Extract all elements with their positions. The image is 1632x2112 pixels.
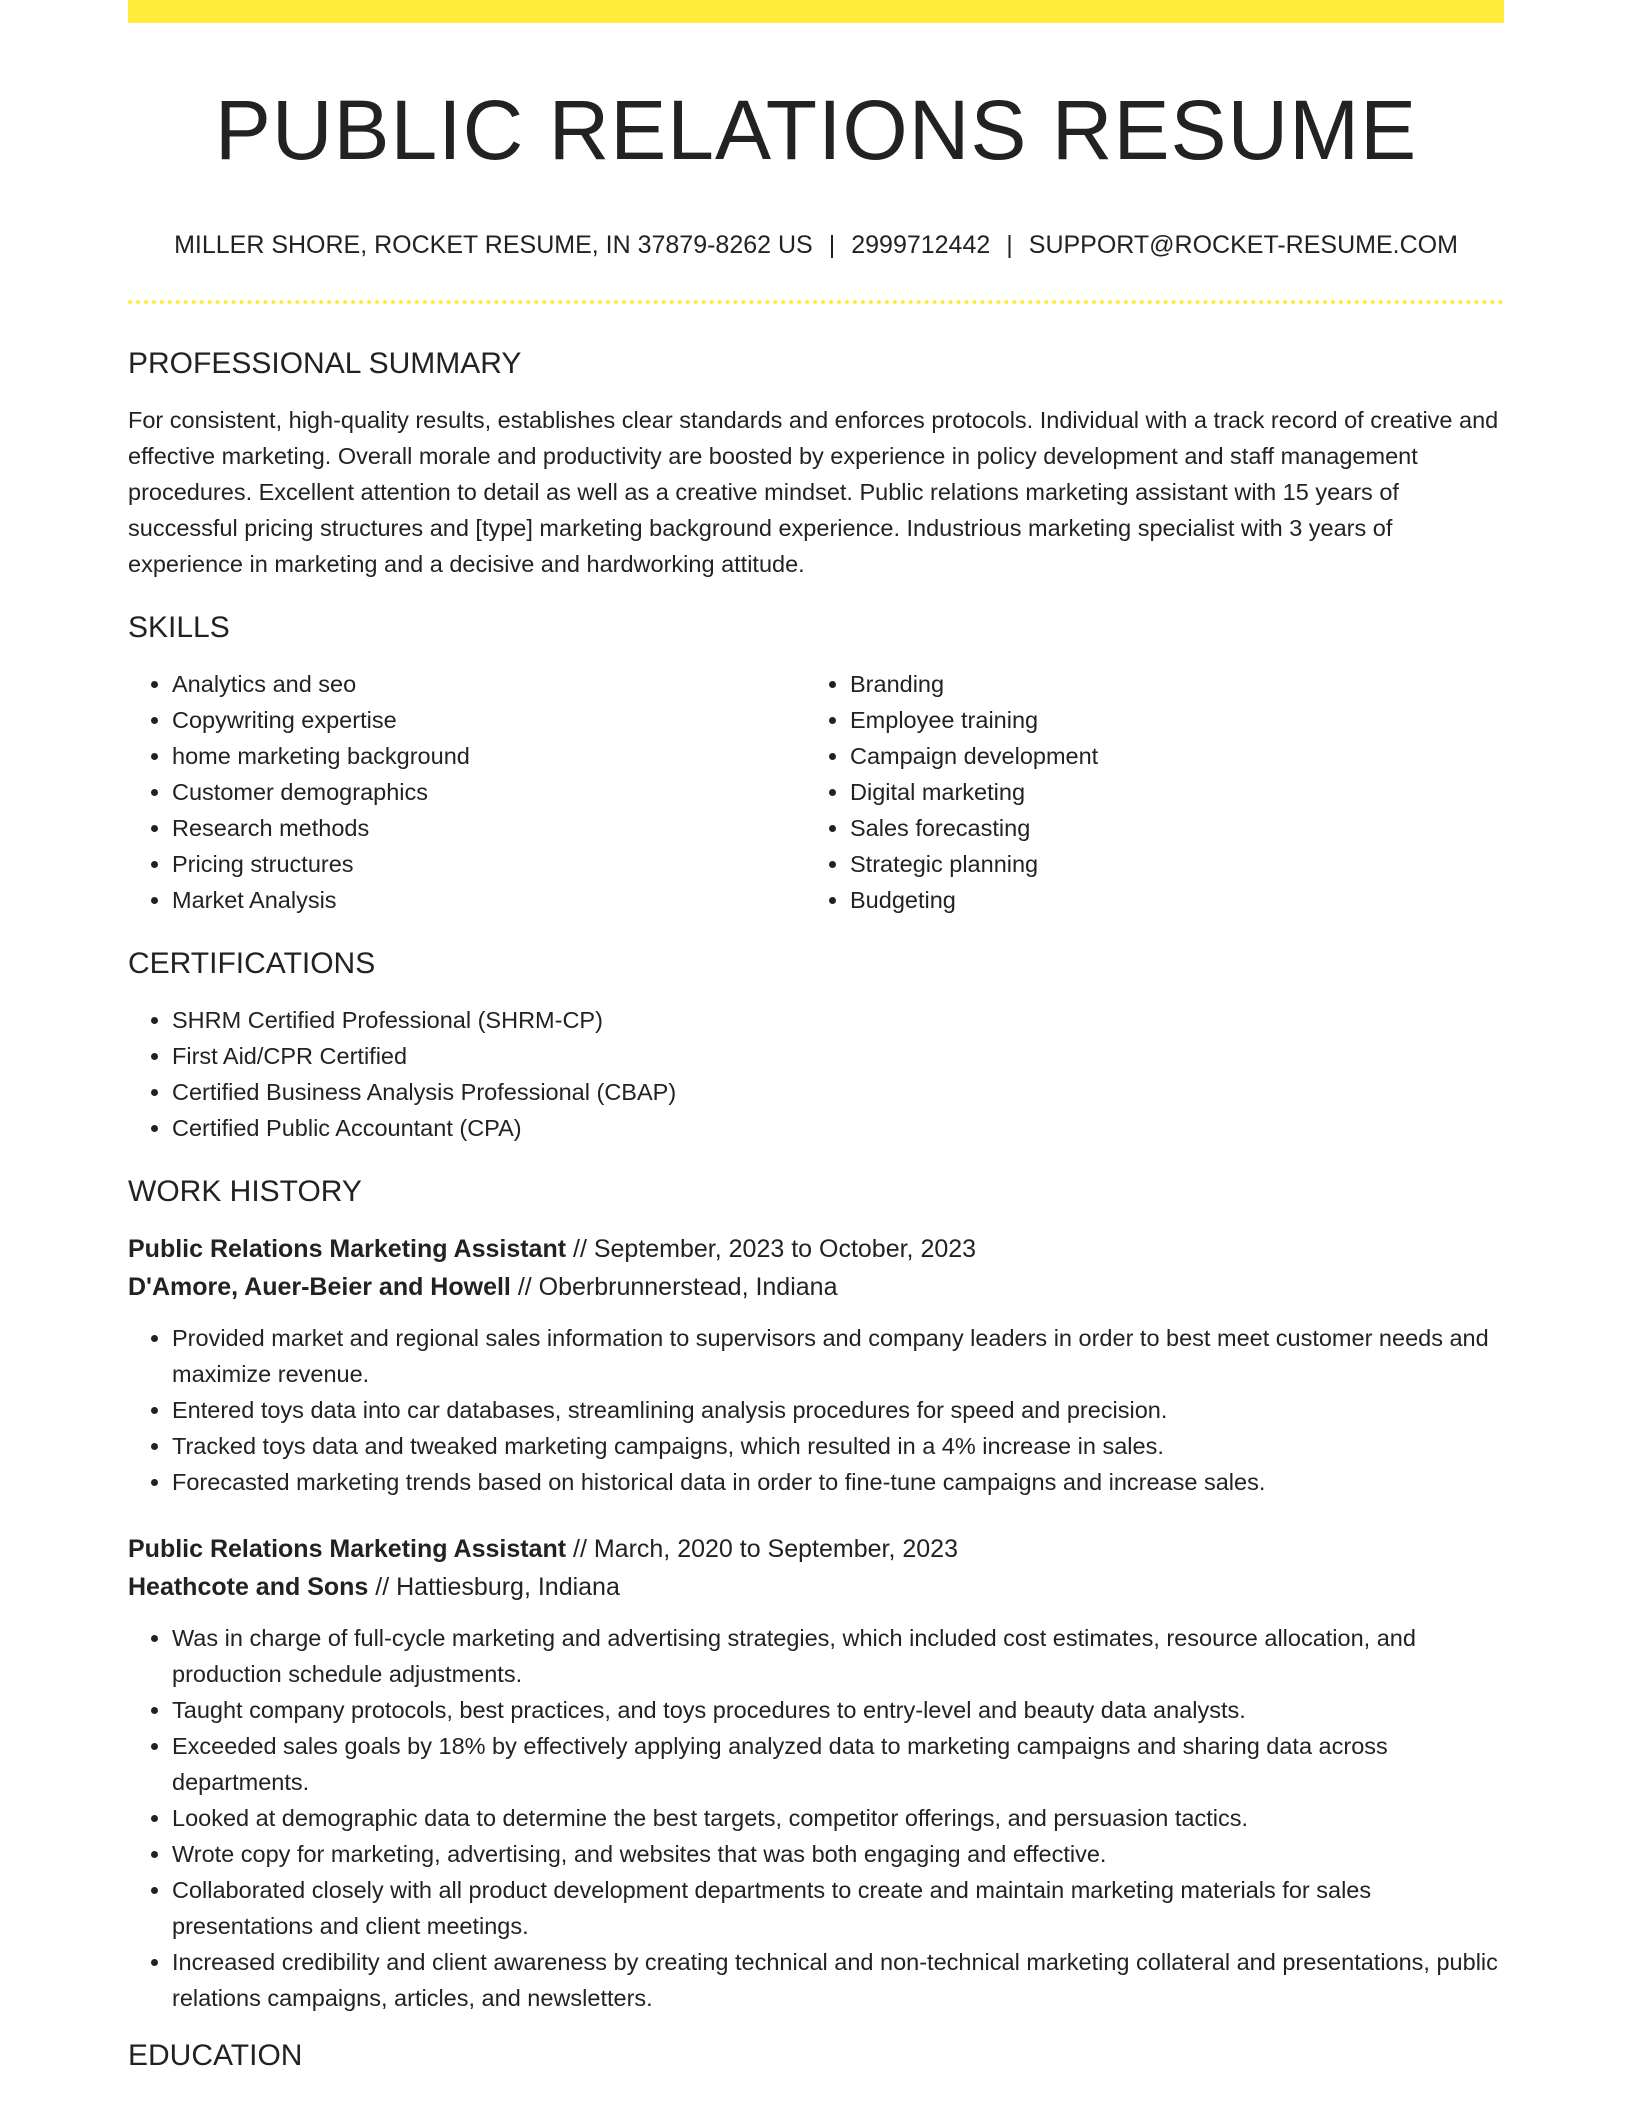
resume-content bbox=[128, 0, 1504, 2076]
contact-address: MILLER SHORE, ROCKET RESUME, IN 37879-8262 US bbox=[174, 231, 813, 259]
job-bullets bbox=[128, 1320, 1504, 1500]
job-location: // Oberbrunnerstead, Indiana bbox=[510, 1273, 838, 1301]
skill-item: • Employee training bbox=[850, 702, 1484, 738]
job-role: Public Relations Marketing Assistant bbox=[128, 1235, 567, 1263]
work-history-heading: WORK HISTORY bbox=[128, 1175, 362, 1208]
skills-column-left bbox=[128, 666, 806, 918]
skill-item: • Sales forecasting bbox=[850, 810, 1484, 846]
certification-item: • First Aid/CPR Certified bbox=[172, 1038, 1504, 1074]
contact-separator: | bbox=[1006, 231, 1013, 259]
contact-separator: | bbox=[828, 231, 836, 259]
skills-heading: SKILLS bbox=[128, 611, 230, 644]
skill-item: • Market Analysis bbox=[172, 882, 806, 918]
job-bullet: • Taught company protocols, best practices, and toys procedures to entry-level and beauty data analysts. bbox=[172, 1692, 1504, 1728]
certifications-heading: CERTIFICATIONS bbox=[128, 947, 376, 980]
job-bullet: • Looked at demographic data to determine the best targets, competitor offerings, and persuasion tactics. bbox=[172, 1800, 1504, 1836]
job-role-line bbox=[128, 1530, 1504, 1568]
job-role-line bbox=[128, 1230, 1504, 1268]
skill-item: • Analytics and seo bbox=[172, 666, 806, 702]
skills-list-left bbox=[128, 666, 806, 918]
job-bullet: • Collaborated closely with all product development departments to create and maintain marketing materials for sales presentations and client meetings. bbox=[172, 1872, 1504, 1944]
skills-list-right bbox=[806, 666, 1484, 918]
skill-item: • Strategic planning bbox=[850, 846, 1484, 882]
certifications-list bbox=[128, 1002, 1504, 1146]
education-heading: EDUCATION bbox=[128, 2039, 303, 2072]
job-bullet: • Forecasted marketing trends based on historical data in order to fine-tune campaigns and increase sales. bbox=[172, 1464, 1504, 1500]
skill-item: • Research methods bbox=[172, 810, 806, 846]
skills-grid bbox=[128, 666, 1504, 918]
job-company: Heathcote and Sons bbox=[128, 1573, 369, 1601]
job-company: D'Amore, Auer-Beier and Howell bbox=[128, 1273, 511, 1301]
job-location: // Hattiesburg, Indiana bbox=[368, 1573, 620, 1601]
skill-item: • Digital marketing bbox=[850, 774, 1484, 810]
job-bullet: • Was in charge of full-cycle marketing and advertising strategies, which included cost estimates, resource allocation, and production schedule adjustments. bbox=[172, 1620, 1504, 1692]
certification-item: • Certified Business Analysis Professional (CBAP) bbox=[172, 1074, 1504, 1110]
contact-email: SUPPORT@ROCKET-RESUME.COM bbox=[1028, 231, 1458, 259]
contact-line bbox=[128, 228, 1504, 262]
job-dates: // September, 2023 to October, 2023 bbox=[566, 1235, 977, 1263]
job-dates: // March, 2020 to September, 2023 bbox=[566, 1535, 958, 1563]
skill-item: • Budgeting bbox=[850, 882, 1484, 918]
summary-heading: PROFESSIONAL SUMMARY bbox=[128, 347, 522, 380]
job-bullet: • Wrote copy for marketing, advertising, and websites that was both engaging and effective. bbox=[172, 1836, 1504, 1872]
job-bullet: • Entered toys data into car databases, streamlining analysis procedures for speed and precision. bbox=[172, 1392, 1504, 1428]
page-title: PUBLIC RELATIONS RESUME bbox=[214, 83, 1418, 177]
skill-item: • home marketing background bbox=[172, 738, 806, 774]
job-bullet: • Exceeded sales goals by 18% by effectively applying analyzed data to marketing campaigns and sharing data across departments. bbox=[172, 1728, 1504, 1800]
summary-text: For consistent, high-quality results, establishes clear standards and enforces protocols. Individual with a track record of creative and effective marketing. Overall morale and productivity are boosted by experience in policy development and staff management procedures. Excellent attention to detail as well as a creative mindset. Public relations marketing assistant with 15 years of successful pricing structures and [type] marketing background experience. Industrious marketing specialist with 3 years of experience in marketing and a decisive and hardworking attitude. bbox=[128, 407, 1499, 577]
skill-item: • Pricing structures bbox=[172, 846, 806, 882]
job-bullet: • Tracked toys data and tweaked marketing campaigns, which resulted in a 4% increase in sales. bbox=[172, 1428, 1504, 1464]
skill-item: • Branding bbox=[850, 666, 1484, 702]
job-company-line bbox=[128, 1268, 1504, 1306]
job-company-line bbox=[128, 1568, 1504, 1606]
job-bullet: • Increased credibility and client awareness by creating technical and non-technical marketing collateral and presentations, public relations campaigns, articles, and newsletters. bbox=[172, 1944, 1504, 2016]
skills-column-right bbox=[806, 666, 1484, 918]
dotted-divider bbox=[128, 300, 1504, 304]
contact-phone: 2999712442 bbox=[851, 231, 991, 259]
certification-item: • Certified Public Accountant (CPA) bbox=[172, 1110, 1504, 1146]
certification-item: • SHRM Certified Professional (SHRM-CP) bbox=[172, 1002, 1504, 1038]
skill-item: • Customer demographics bbox=[172, 774, 806, 810]
job-role: Public Relations Marketing Assistant bbox=[128, 1535, 567, 1563]
skill-item: • Copywriting expertise bbox=[172, 702, 806, 738]
skill-item: • Campaign development bbox=[850, 738, 1484, 774]
job-bullet: • Provided market and regional sales information to supervisors and company leaders in order to best meet customer needs and maximize revenue. bbox=[172, 1320, 1504, 1392]
job-bullets bbox=[128, 1620, 1504, 2016]
